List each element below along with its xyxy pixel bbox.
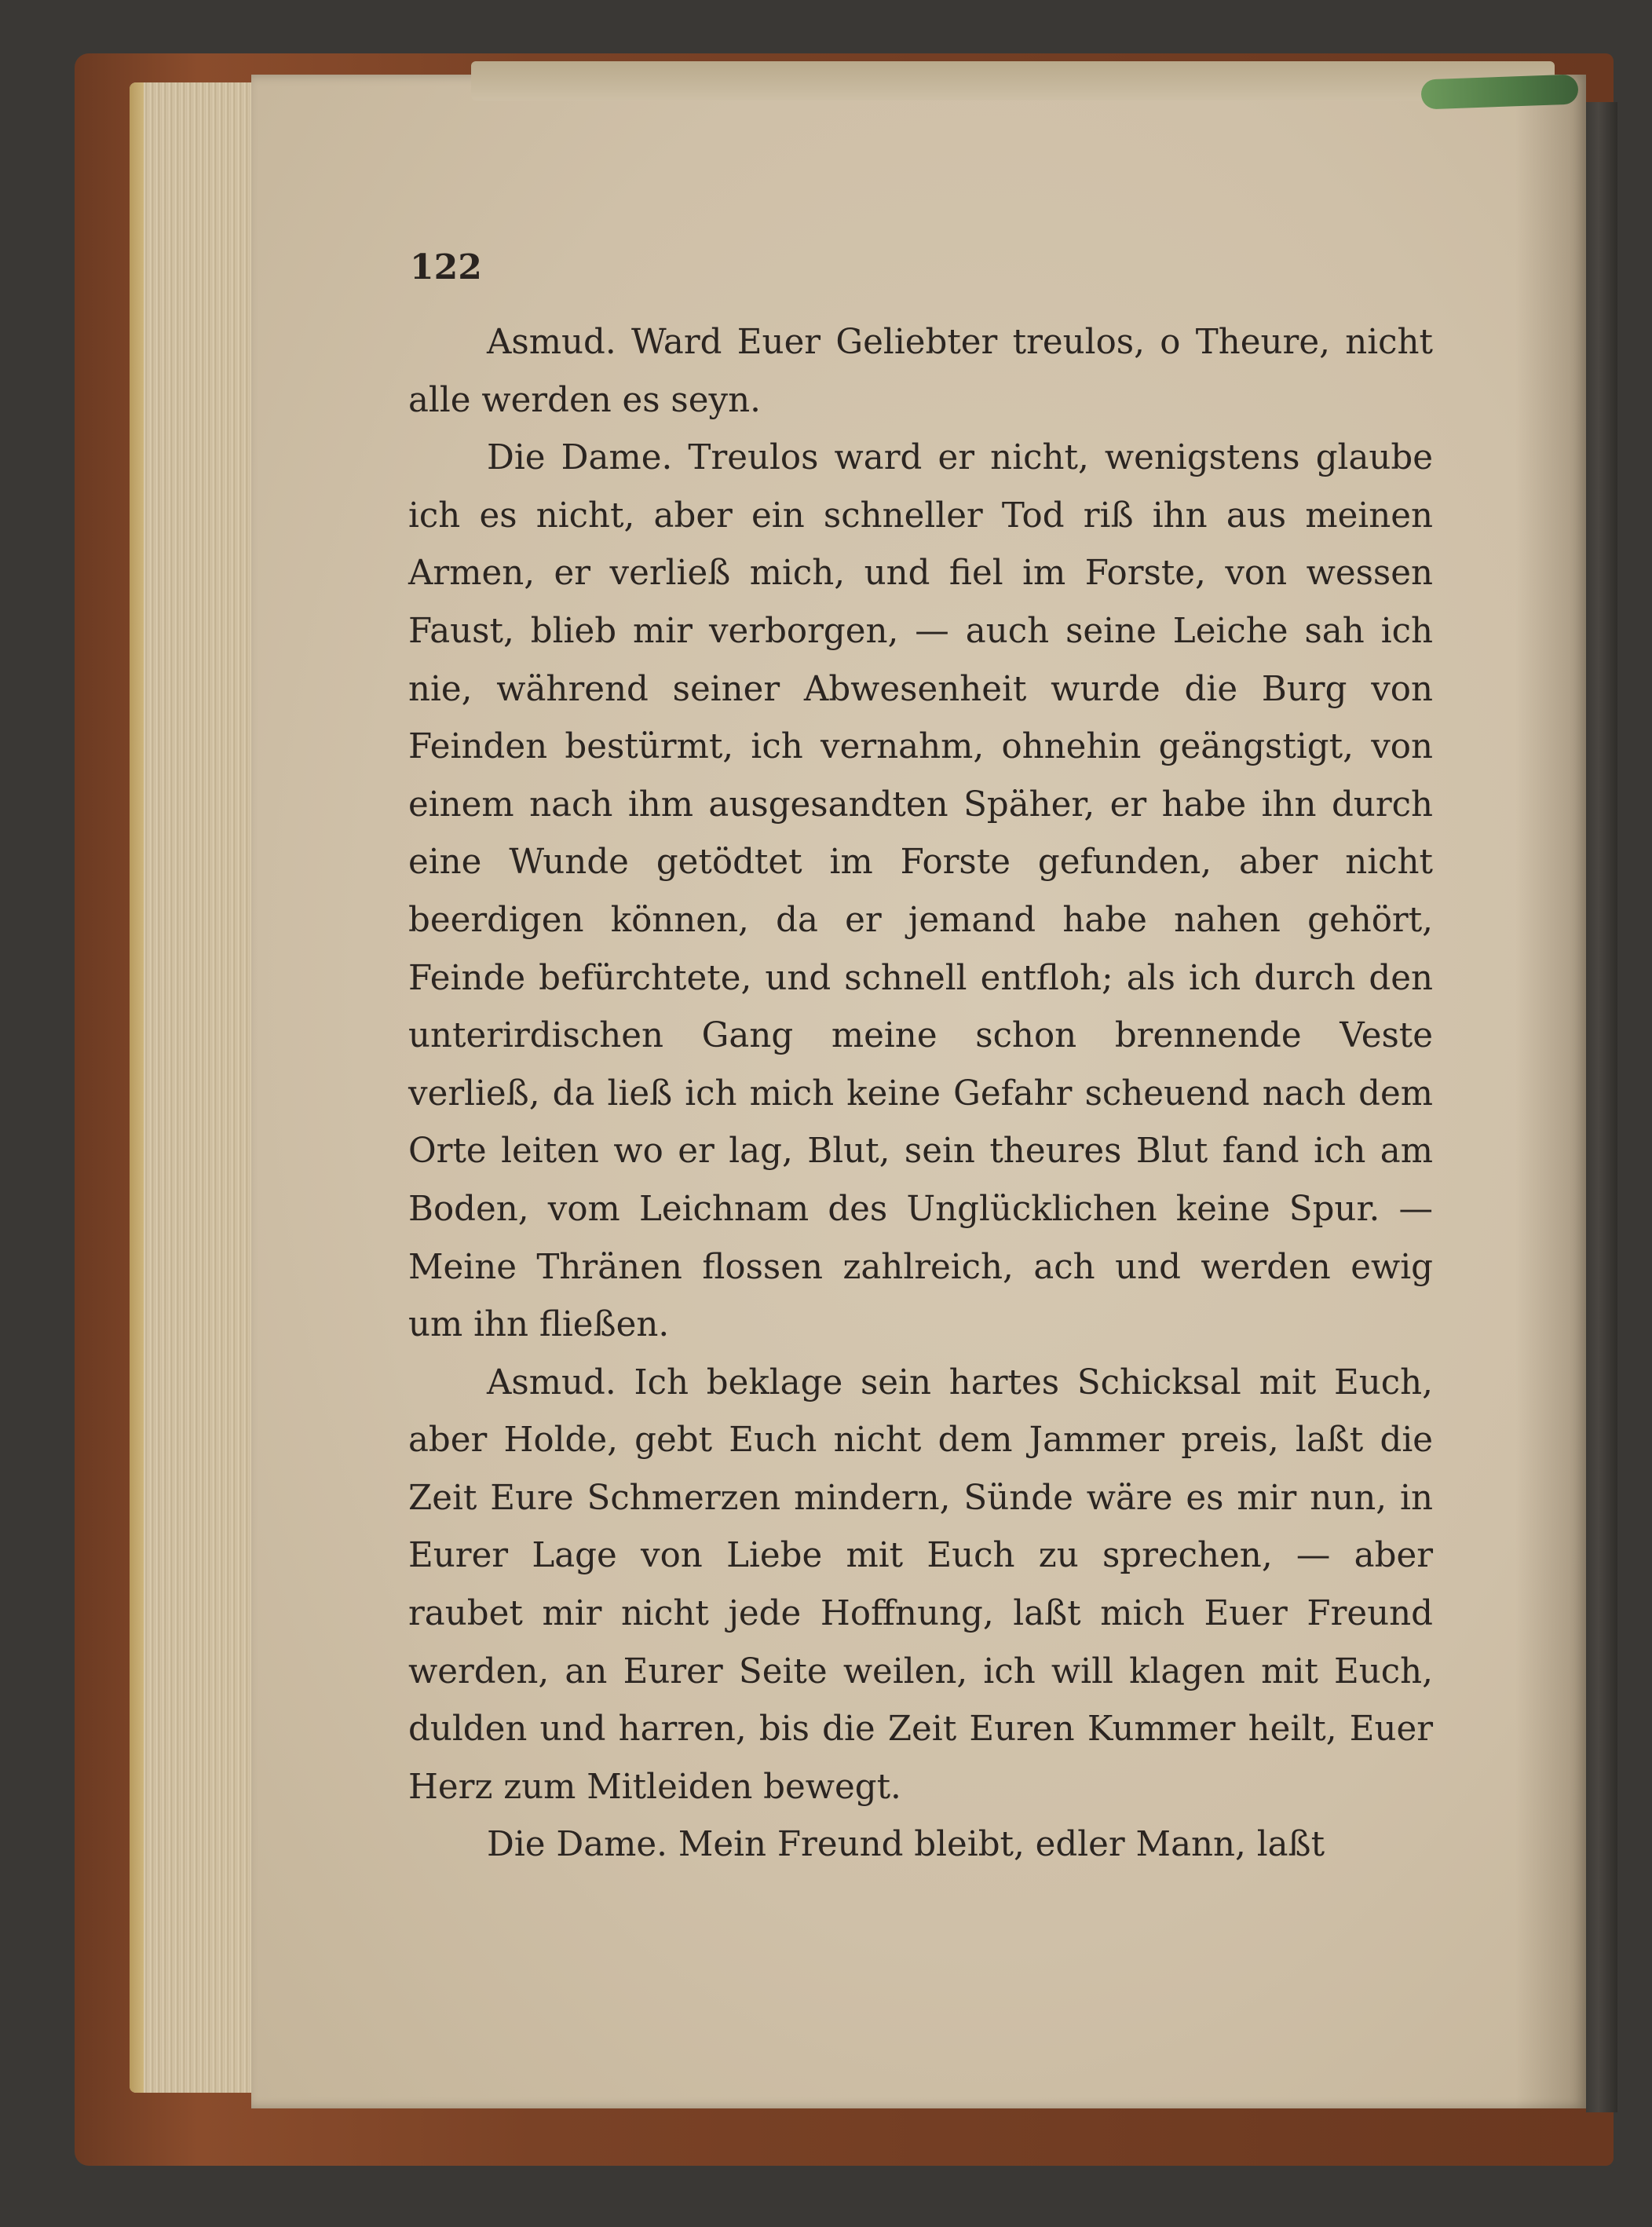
page-number: 122	[410, 247, 482, 287]
paragraph-dame-2: Die Dame. Mein Freund bleibt, edler Mann, laßt	[487, 1825, 1325, 1865]
binding-gutter	[1586, 102, 1617, 2112]
page-body-text	[408, 314, 1433, 1874]
paragraph-asmud-2: Asmud. Ich beklage sein hartes Schicksal mit Euch, aber Holde, gebt Euch nicht dem Jammer preis, laßt die Zeit Eure Schmerzen mindern, Sünde wäre es mir nun, in Eurer Lage von Liebe mit Euch zu sprechen, — aber raubet mir nicht jede Hoffnung, laßt mich Euer Freund werden, an Eurer Seite weilen, ich will klagen mit Euch, dulden und harren, bis die Zeit Euren Kummer heilt, Euer Herz zum Mitleiden bewegt.	[408, 1362, 1433, 1807]
paragraph-asmud-1: Asmud. Ward Euer Geliebter treulos, o Theure, nicht alle werden es seyn.	[408, 323, 1433, 420]
page-top-edge	[471, 61, 1555, 101]
paragraph-dame-1: Die Dame. Treulos ward er nicht, wenigstens glaube ich es nicht, aber ein schneller Tod riß ihn aus meinen Armen, er verließ mich, und fiel im Forste, von wessen Faust, blieb mir verborgen, — auch seine Leiche sah ich nie, während seiner Abwesenheit wurde die Burg von Feinden bestürmt, ich vernahm, ohnehin geängstigt, von einem nach ihm ausgesandten Späher, er habe ihn durch eine Wunde getödtet im Forste gefunden, aber nicht beerdigen können, da er jemand habe nahen gehört, Feinde befürchtete, und schnell entfloh; als ich durch den unterirdischen Gang meine schon brennende Veste verließ, da ließ ich mich keine Gefahr scheuend nach dem Orte leiten wo er lag, Blut, sein theures Blut fand ich am Boden, vom Leichnam des Unglücklichen keine Spur. — Meine Thränen flossen zahlreich, ach und werden ewig um ihn fließen.	[408, 438, 1433, 1345]
bookmark-ribbon	[1420, 75, 1578, 110]
page-edges	[130, 82, 271, 2093]
